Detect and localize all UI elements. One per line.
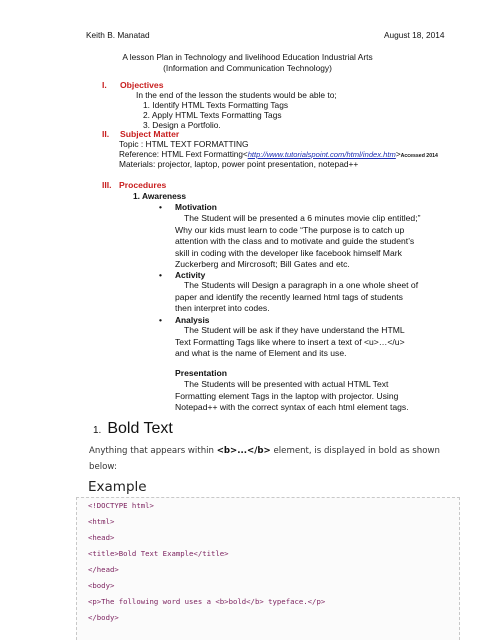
- code-line: <html>: [88, 517, 115, 526]
- reference-prefix: Reference: HTML Fext Formatting<: [119, 150, 248, 159]
- motivation-heading: • Motivation: [175, 202, 217, 212]
- motivation-paragraph: [175, 213, 463, 271]
- paragraph-line: Notepad++ with the correct syntax of each html element tags.: [175, 402, 409, 413]
- paragraph-line: Text Formatting Tags like where to insert a text of <u>…</u>: [175, 336, 405, 347]
- objectives-heading: [102, 80, 163, 90]
- subject-heading: [102, 129, 179, 139]
- code-line: </body>: [88, 613, 119, 622]
- paragraph-line: paper and identify the recently learned html tags of students: [175, 291, 403, 302]
- objectives-numeral: I.: [102, 80, 107, 90]
- code-line: <title>Bold Text Example</title>: [88, 549, 229, 558]
- paragraph-line: and what is the name of Element and its use.: [175, 348, 347, 359]
- activity-heading: • Activity: [175, 270, 205, 280]
- presentation-heading: Presentation: [175, 368, 228, 378]
- topic-line: Topic : HTML TEXT FORMATTING: [119, 139, 249, 149]
- paragraph-line: Why our kids must learn to code “The purpose is to catch up: [175, 224, 405, 235]
- subject-numeral: II.: [102, 129, 110, 139]
- activity-paragraph: [175, 280, 463, 315]
- code-example-box: [76, 497, 460, 640]
- paragraph-line: attention with the class and to motivate and guide the student’s: [175, 236, 415, 247]
- procedures-numeral: III.: [102, 180, 112, 190]
- reference-suffix: >: [395, 150, 401, 159]
- description-text: element, is displayed in bold as shown: [270, 446, 440, 456]
- section-title: Bold Text: [107, 420, 173, 437]
- description-text: Anything that appears within: [89, 446, 217, 456]
- paragraph-line: then interpret into codes.: [175, 303, 270, 314]
- paragraph-line: skill in coding with the developer like facebook himself Mark: [175, 247, 402, 258]
- paragraph-line: The Student will be ask if they have understand the HTML: [184, 325, 405, 335]
- lesson-subtitle: (Information and Communication Technology): [163, 63, 332, 73]
- section-number: 1.: [93, 425, 102, 436]
- code-line: <body>: [88, 581, 115, 590]
- objective-item: 3. Design a Portfolio.: [143, 120, 221, 130]
- paragraph-line: The Students will be presented with actual HTML Text: [184, 379, 389, 389]
- accessed-note: Accessed 2014: [400, 153, 438, 159]
- analysis-paragraph: [175, 325, 463, 360]
- description-line: below:: [89, 462, 117, 472]
- objective-item: 1. Identify HTML Texts Formatting Tags: [143, 100, 289, 110]
- paragraph-line: The Students will Design a paragraph in a one whole sheet of: [184, 280, 419, 290]
- materials-line: Materials: projector, laptop, power point presentation, notepad++: [119, 159, 359, 169]
- paragraph-line: Zuckerberg and Mircrosoft; Bill Gates and etc.: [175, 259, 350, 270]
- paragraph-line: The Student will be presented a 6 minutes movie clip entitled;”: [184, 213, 421, 223]
- procedures-heading: [102, 180, 166, 190]
- bold-text-description: [89, 443, 459, 475]
- presentation-paragraph: [175, 379, 463, 414]
- objectives-intro: In the end of the lesson the students would be able to;: [136, 90, 337, 100]
- subject-label: Subject Matter: [120, 129, 180, 139]
- reference-link[interactable]: http://www.tutorialspoint.com/html/index.htm: [247, 150, 396, 159]
- paragraph-line: Formatting element Tags in the laptop with projector. Using: [175, 390, 399, 401]
- procedures-label: Procedures: [119, 180, 167, 190]
- bold-tag-code: <b>...</b>: [216, 446, 271, 456]
- analysis-heading: • Analysis: [175, 315, 209, 325]
- header-date: August 18, 2014: [384, 30, 445, 40]
- bold-text-heading: [93, 420, 173, 438]
- lesson-title: A lesson Plan in Technology and livelihood Education Industrial Arts: [122, 52, 373, 62]
- example-heading: Example: [88, 479, 147, 495]
- description-line: [89, 443, 459, 459]
- code-line: <p>The following word uses a <b>bold</b> typeface.</p>: [88, 597, 326, 606]
- code-line: <head>: [88, 533, 115, 542]
- author-name: Keith B. Manatad: [86, 30, 150, 40]
- objectives-label: Objectives: [120, 80, 164, 90]
- code-line: <!DOCTYPE html>: [88, 501, 154, 510]
- objective-item: 2. Apply HTML Texts Formatting Tags: [143, 110, 282, 120]
- code-line: </head>: [88, 565, 119, 574]
- awareness-heading: 1. Awareness: [133, 191, 187, 201]
